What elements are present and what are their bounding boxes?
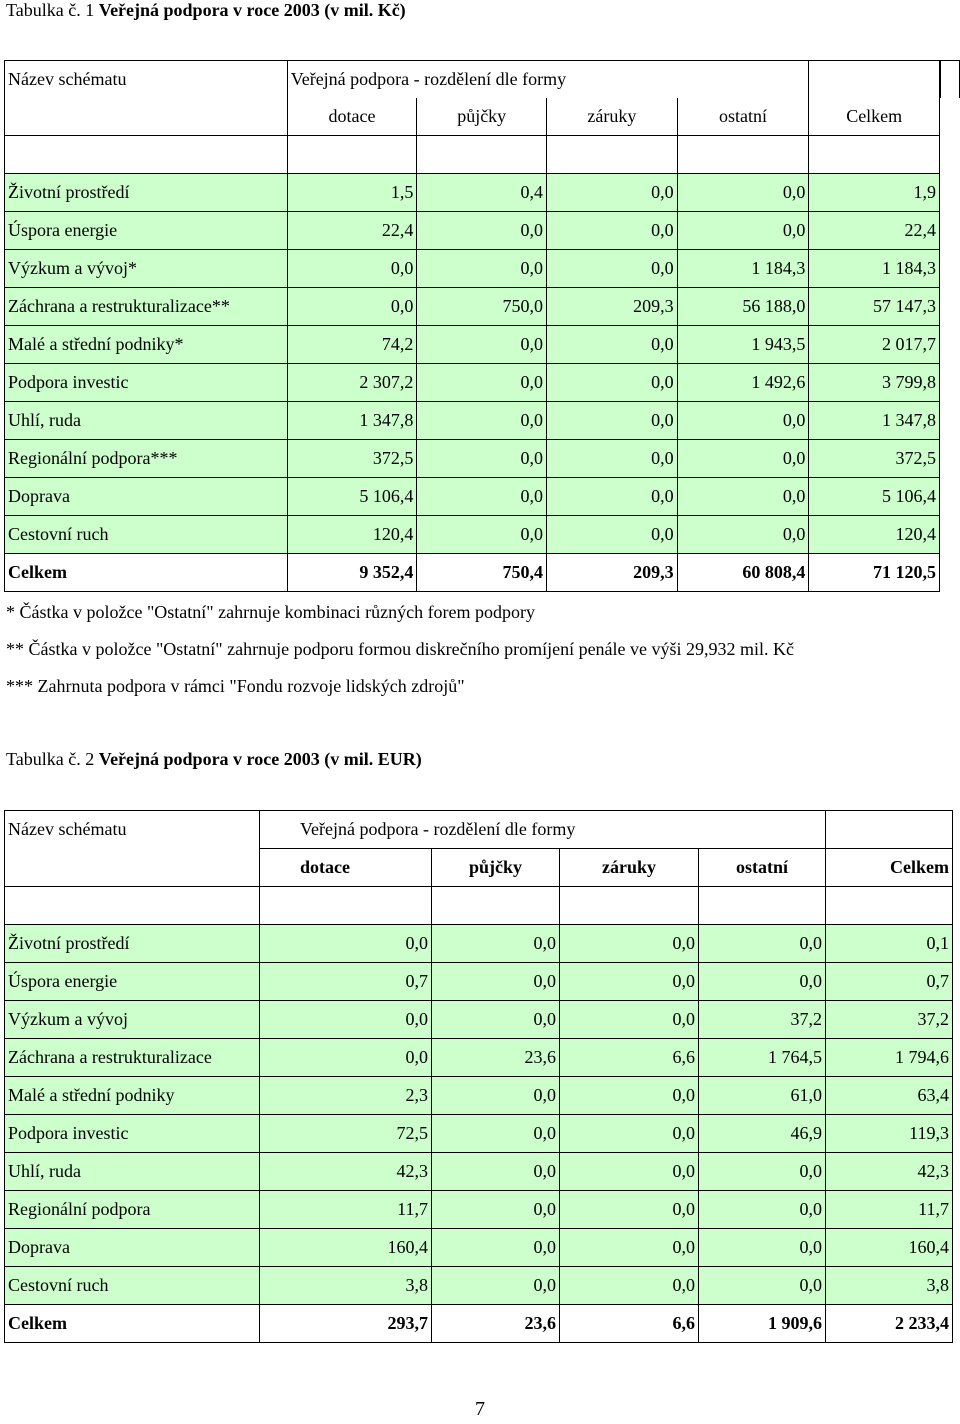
- row-value: 6,6: [560, 1039, 699, 1077]
- row-label: Doprava: [5, 478, 288, 516]
- table1-blank-cell: [417, 136, 547, 174]
- row-value: 2 233,4: [826, 1305, 953, 1343]
- row-value: 60 808,4: [677, 554, 809, 592]
- table-row: [5, 478, 960, 516]
- table-row: [5, 212, 960, 250]
- table-edge-spacer: [940, 516, 960, 554]
- table1-blank-row: [5, 136, 960, 174]
- row-value: 3,8: [826, 1267, 953, 1305]
- row-label: Cestovní ruch: [5, 1267, 260, 1305]
- row-value: 0,0: [560, 1267, 699, 1305]
- row-value: 1 347,8: [809, 402, 940, 440]
- row-value: 0,0: [560, 1153, 699, 1191]
- row-label: Výzkum a vývoj*: [5, 250, 288, 288]
- row-label: Záchrana a restrukturalizace**: [5, 288, 288, 326]
- row-label: Úspora energie: [5, 963, 260, 1001]
- row-value: 3 799,8: [809, 364, 940, 402]
- row-value: 0,0: [432, 925, 560, 963]
- row-value: 0,0: [547, 440, 678, 478]
- row-label: Uhlí, ruda: [5, 402, 288, 440]
- row-value: 0,0: [560, 963, 699, 1001]
- table-edge-spacer: [940, 402, 960, 440]
- table2-blank-cell: [826, 887, 953, 925]
- row-value: 0,0: [287, 288, 417, 326]
- table-row: [5, 1001, 953, 1039]
- table2-blank-cell: [260, 887, 432, 925]
- table1-empty-header: [809, 61, 940, 99]
- row-value: 0,0: [547, 326, 678, 364]
- table1-header-row: [5, 61, 960, 99]
- table1-edge-spacer: [940, 136, 960, 174]
- row-value: 6,6: [560, 1305, 699, 1343]
- table2-col-celkem: Celkem: [826, 849, 953, 887]
- table1: [4, 60, 960, 592]
- table1-name-sub: [5, 98, 288, 136]
- table-row: [5, 1153, 953, 1191]
- table1-caption: [6, 0, 406, 21]
- row-value: 0,0: [560, 1115, 699, 1153]
- row-value: 1 184,3: [677, 250, 809, 288]
- row-value: 9 352,4: [287, 554, 417, 592]
- row-value: 0,0: [417, 250, 547, 288]
- row-value: 0,0: [432, 1191, 560, 1229]
- table-row: [5, 1077, 953, 1115]
- table1-blank-cell: [677, 136, 809, 174]
- row-value: 0,0: [560, 1077, 699, 1115]
- table2: [4, 810, 953, 1343]
- table-edge-spacer: [940, 326, 960, 364]
- table1-col-pujcky: půjčky: [417, 98, 547, 136]
- row-value: 42,3: [260, 1153, 432, 1191]
- row-value: 2 017,7: [809, 326, 940, 364]
- table2-blank-row: [5, 887, 953, 925]
- row-value: 119,3: [826, 1115, 953, 1153]
- row-value: 0,0: [547, 250, 678, 288]
- row-value: 0,0: [260, 925, 432, 963]
- row-value: 0,0: [560, 1001, 699, 1039]
- row-value: 0,0: [677, 212, 809, 250]
- table-edge-spacer: [940, 212, 960, 250]
- row-value: 1 347,8: [287, 402, 417, 440]
- table1-caption-prefix: Tabulka č. 1: [6, 0, 99, 20]
- row-value: 0,0: [417, 212, 547, 250]
- table1-body: [5, 174, 960, 592]
- row-value: 1 764,5: [699, 1039, 826, 1077]
- table-edge-spacer: [940, 440, 960, 478]
- row-value: 5 106,4: [809, 478, 940, 516]
- table2-col-pujcky: půjčky: [432, 849, 560, 887]
- row-value: 0,0: [432, 1153, 560, 1191]
- row-value: 0,0: [432, 963, 560, 1001]
- row-value: 63,4: [826, 1077, 953, 1115]
- row-value: 74,2: [287, 326, 417, 364]
- row-label: Úspora energie: [5, 212, 288, 250]
- row-value: 120,4: [809, 516, 940, 554]
- table2-col-dotace: dotace: [260, 849, 432, 887]
- row-value: 56 188,0: [677, 288, 809, 326]
- table2-blank-cell: [699, 887, 826, 925]
- row-label: Doprava: [5, 1229, 260, 1267]
- row-value: 37,2: [826, 1001, 953, 1039]
- row-value: 0,0: [677, 174, 809, 212]
- row-value: 0,0: [677, 516, 809, 554]
- row-value: 0,7: [826, 963, 953, 1001]
- row-value: 3,8: [260, 1267, 432, 1305]
- row-value: 0,0: [699, 1191, 826, 1229]
- row-value: 22,4: [809, 212, 940, 250]
- table1-note: ** Částka v položce "Ostatní" zahrnuje podporu formou diskrečního promíjení penále ve výši 29,932 mil. Kč: [6, 639, 795, 659]
- row-value: 0,0: [417, 516, 547, 554]
- table1-blank-cell: [287, 136, 417, 174]
- row-value: 372,5: [809, 440, 940, 478]
- row-value: 1 492,6: [677, 364, 809, 402]
- row-label: Malé a střední podniky: [5, 1077, 260, 1115]
- row-value: 209,3: [547, 554, 678, 592]
- row-value: 0,0: [699, 1267, 826, 1305]
- table2-blank-cell: [432, 887, 560, 925]
- table1-edge-header: [940, 61, 960, 99]
- row-value: 1 794,6: [826, 1039, 953, 1077]
- page-number: 7: [475, 1398, 485, 1420]
- row-value: 0,0: [560, 1191, 699, 1229]
- row-value: 750,0: [417, 288, 547, 326]
- row-value: 0,0: [547, 516, 678, 554]
- table2-header-row: [5, 811, 953, 849]
- table2-caption-title: Veřejná podpora v roce 2003 (v mil. EUR): [98, 749, 422, 769]
- table-edge-spacer: [940, 288, 960, 326]
- row-value: 37,2: [699, 1001, 826, 1039]
- row-label: Podpora investic: [5, 364, 288, 402]
- table2-empty-header: [826, 811, 953, 849]
- table1-col-celkem: Celkem: [809, 98, 940, 136]
- table-row: [5, 925, 953, 963]
- row-label: Regionální podpora: [5, 1191, 260, 1229]
- table-row: [5, 1039, 953, 1077]
- row-value: 0,0: [560, 1229, 699, 1267]
- row-value: 71 120,5: [809, 554, 940, 592]
- row-label: Malé a střední podniky*: [5, 326, 288, 364]
- row-value: 0,0: [699, 963, 826, 1001]
- row-value: 1,5: [287, 174, 417, 212]
- table-row: [5, 516, 960, 554]
- row-value: 0,0: [699, 1153, 826, 1191]
- table2-blank-cell: [5, 887, 260, 925]
- row-value: 0,0: [287, 250, 417, 288]
- row-value: 1 943,5: [677, 326, 809, 364]
- table2-column-row: [5, 849, 953, 887]
- table-edge-spacer: [940, 478, 960, 516]
- table-row: [5, 402, 960, 440]
- row-value: 0,0: [547, 402, 678, 440]
- table-row: [5, 174, 960, 212]
- row-label: Uhlí, ruda: [5, 1153, 260, 1191]
- row-value: 0,0: [432, 1077, 560, 1115]
- row-value: 0,0: [432, 1001, 560, 1039]
- row-value: 0,0: [432, 1267, 560, 1305]
- table1-col-zaruky: záruky: [547, 98, 678, 136]
- table1-blank-cell: [5, 136, 288, 174]
- row-value: 209,3: [547, 288, 678, 326]
- row-value: 0,0: [699, 925, 826, 963]
- row-value: 160,4: [260, 1229, 432, 1267]
- table2-col-zaruky: záruky: [560, 849, 699, 887]
- row-value: 11,7: [260, 1191, 432, 1229]
- row-label: Cestovní ruch: [5, 516, 288, 554]
- row-value: 5 106,4: [287, 478, 417, 516]
- table-row: [5, 326, 960, 364]
- row-value: 1 909,6: [699, 1305, 826, 1343]
- table2-name-header: Název schématu: [5, 811, 260, 849]
- row-value: 0,0: [547, 364, 678, 402]
- table2-body: [5, 925, 953, 1343]
- table1-blank-cell: [809, 136, 940, 174]
- table-row: [5, 1191, 953, 1229]
- table1-col-dotace: dotace: [287, 98, 417, 136]
- row-label: Životní prostředí: [5, 174, 288, 212]
- row-value: 0,0: [417, 326, 547, 364]
- table-row: [5, 364, 960, 402]
- table1-notes: [6, 594, 794, 705]
- row-value: 22,4: [287, 212, 417, 250]
- table-row: [5, 1115, 953, 1153]
- table1-caption-title: Veřejná podpora v roce 2003 (v mil. Kč): [98, 0, 406, 20]
- row-value: 1,9: [809, 174, 940, 212]
- row-value: 1 184,3: [809, 250, 940, 288]
- row-label: Životní prostředí: [5, 925, 260, 963]
- row-value: 57 147,3: [809, 288, 940, 326]
- table2-name-sub: [5, 849, 260, 887]
- row-value: 0,7: [260, 963, 432, 1001]
- row-value: 293,7: [260, 1305, 432, 1343]
- table-row: [5, 440, 960, 478]
- table2-col-ostatni: ostatní: [699, 849, 826, 887]
- row-value: 23,6: [432, 1039, 560, 1077]
- table-row: [5, 1229, 953, 1267]
- row-value: 46,9: [699, 1115, 826, 1153]
- row-value: 0,0: [560, 925, 699, 963]
- row-value: 0,0: [547, 174, 678, 212]
- row-label: Celkem: [5, 1305, 260, 1343]
- row-value: 72,5: [260, 1115, 432, 1153]
- row-value: 0,4: [417, 174, 547, 212]
- table-edge-spacer: [940, 250, 960, 288]
- table1-group-header: Veřejná podpora - rozdělení dle formy: [287, 61, 809, 99]
- row-value: 23,6: [432, 1305, 560, 1343]
- table-edge-spacer: [940, 364, 960, 402]
- table1-col-ostatni: ostatní: [677, 98, 809, 136]
- row-value: 120,4: [287, 516, 417, 554]
- table1-note: * Částka v položce "Ostatní" zahrnuje kombinaci různých forem podpory: [6, 602, 536, 622]
- row-value: 0,0: [417, 440, 547, 478]
- row-value: 0,0: [699, 1229, 826, 1267]
- row-value: 0,0: [260, 1039, 432, 1077]
- row-value: 2,3: [260, 1077, 432, 1115]
- table2-caption-prefix: Tabulka č. 2: [6, 749, 99, 769]
- row-label: Podpora investic: [5, 1115, 260, 1153]
- row-value: 2 307,2: [287, 364, 417, 402]
- row-value: 0,0: [547, 478, 678, 516]
- row-value: 0,0: [260, 1001, 432, 1039]
- table2-blank-cell: [560, 887, 699, 925]
- row-label: Celkem: [5, 554, 288, 592]
- table-row: [5, 963, 953, 1001]
- table-total-row: [5, 554, 960, 592]
- table-edge-spacer: [940, 554, 960, 592]
- row-value: 160,4: [826, 1229, 953, 1267]
- table1-edge-spacer: [940, 98, 960, 136]
- table1-note: *** Zahrnuta podpora v rámci "Fondu rozvoje lidských zdrojů": [6, 676, 465, 696]
- row-value: 0,0: [417, 364, 547, 402]
- table-edge-spacer: [940, 174, 960, 212]
- table1-name-header: Název schématu: [5, 61, 288, 99]
- table-row: [5, 288, 960, 326]
- row-value: 0,0: [677, 402, 809, 440]
- row-value: 0,0: [677, 440, 809, 478]
- row-value: 0,0: [432, 1229, 560, 1267]
- row-value: 0,0: [417, 478, 547, 516]
- table-total-row: [5, 1305, 953, 1343]
- row-label: Záchrana a restrukturalizace: [5, 1039, 260, 1077]
- row-value: 61,0: [699, 1077, 826, 1115]
- table1-blank-cell: [547, 136, 678, 174]
- table1-column-row: [5, 98, 960, 136]
- row-value: 0,0: [417, 402, 547, 440]
- row-value: 750,4: [417, 554, 547, 592]
- row-value: 372,5: [287, 440, 417, 478]
- table-row: [5, 1267, 953, 1305]
- row-label: Výzkum a vývoj: [5, 1001, 260, 1039]
- row-value: 0,0: [547, 212, 678, 250]
- table2-group-header: Veřejná podpora - rozdělení dle formy: [260, 811, 826, 849]
- row-value: 0,0: [432, 1115, 560, 1153]
- row-label: Regionální podpora***: [5, 440, 288, 478]
- table-row: [5, 250, 960, 288]
- row-value: 42,3: [826, 1153, 953, 1191]
- row-value: 0,1: [826, 925, 953, 963]
- row-value: 11,7: [826, 1191, 953, 1229]
- table2-caption: [6, 749, 422, 770]
- row-value: 0,0: [677, 478, 809, 516]
